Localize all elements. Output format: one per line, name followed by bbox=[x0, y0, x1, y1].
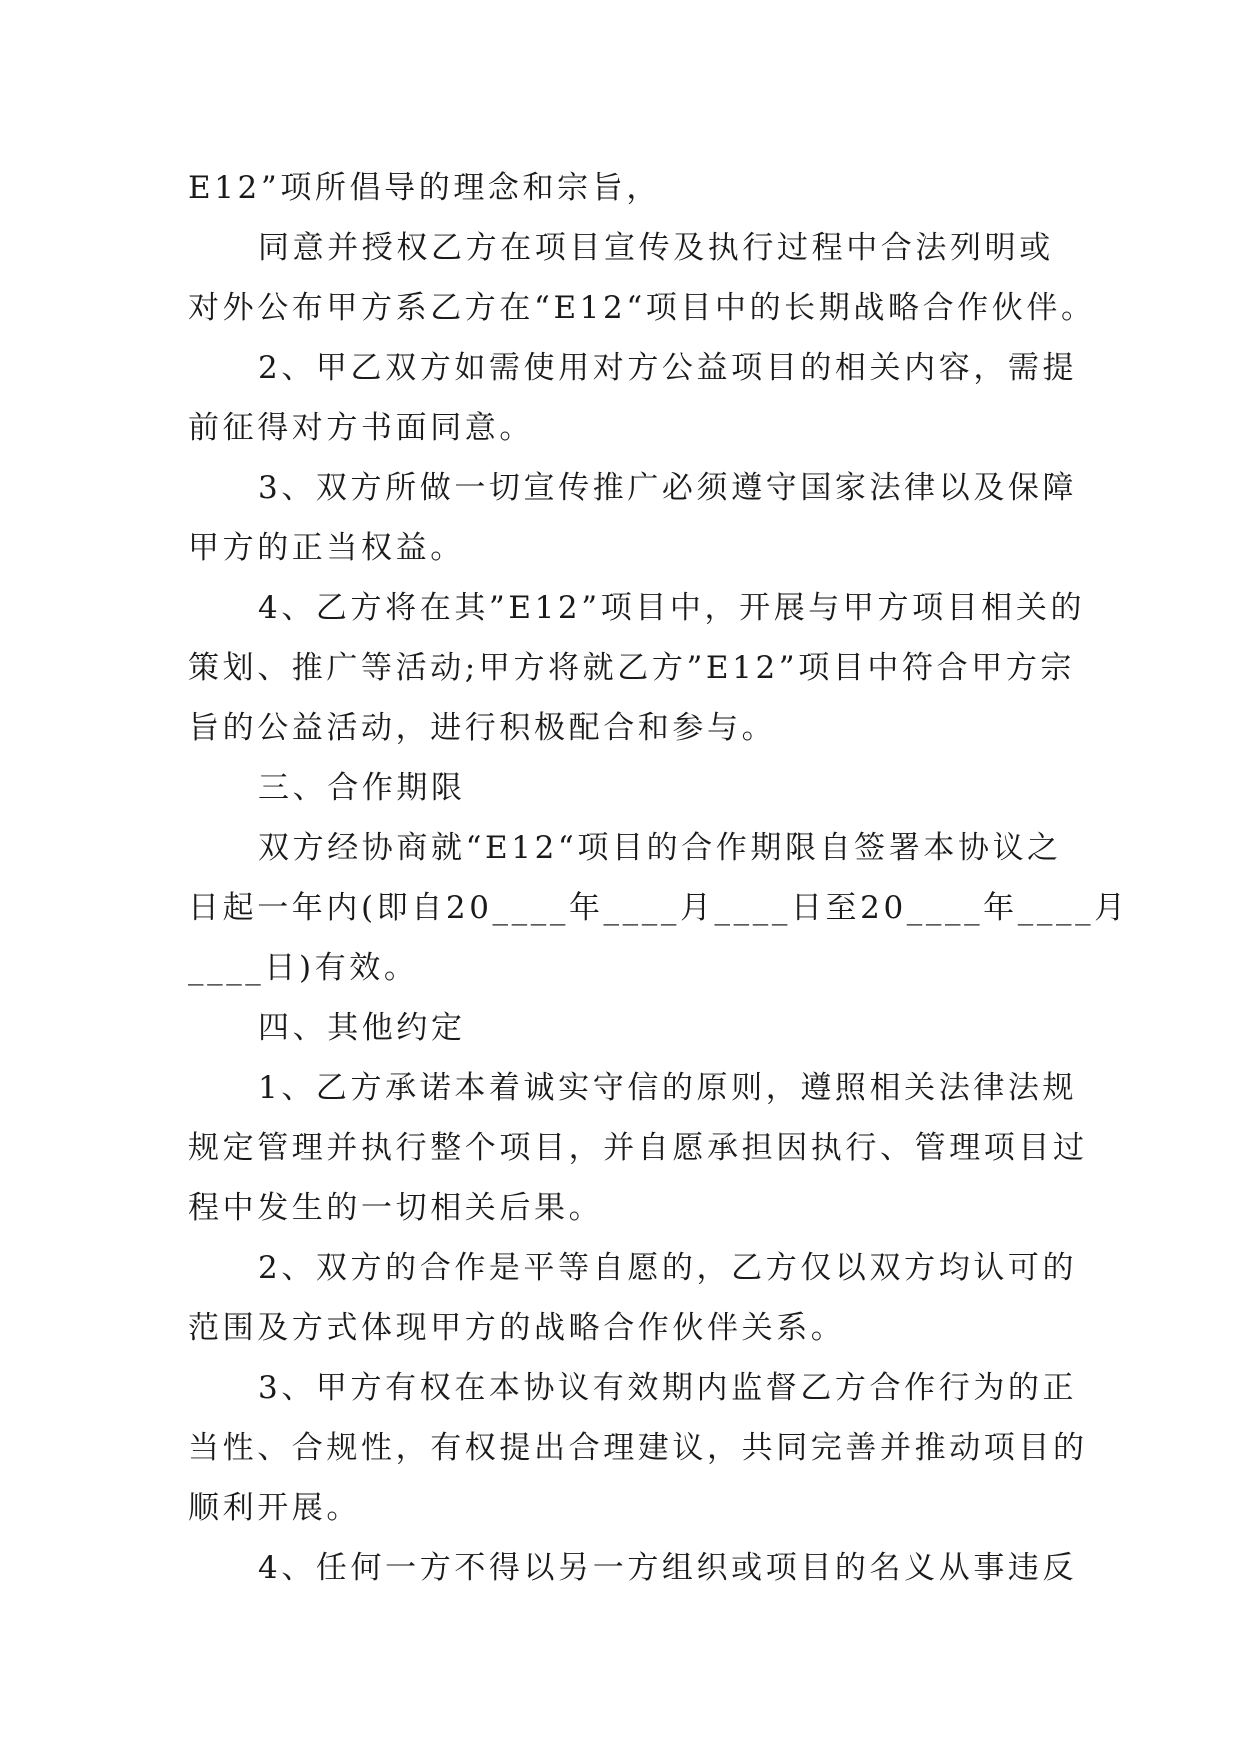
text-line: 前征得对方书面同意。 bbox=[188, 410, 534, 446]
text-line: 2、双方的合作是平等自愿的，乙方仅以双方均认可的 bbox=[258, 1250, 1078, 1286]
text-line: 甲方的正当权益。 bbox=[188, 530, 465, 566]
text-line: 3、甲方有权在本协议有效期内监督乙方合作行为的正 bbox=[258, 1370, 1078, 1406]
text-line: 4、任何一方不得以另一方组织或项目的名义从事违反 bbox=[258, 1550, 1078, 1586]
text-line: 旨的公益活动，进行积极配合和参与。 bbox=[188, 710, 777, 746]
text-line: 程中发生的一切相关后果。 bbox=[188, 1190, 604, 1226]
text-line: 日起一年内(即自20____年____月____日至20____年____月 bbox=[188, 890, 1129, 926]
section-heading: 四、其他约定 bbox=[258, 1010, 466, 1046]
text-line: 策划、推广等活动;甲方将就乙方”E12”项目中符合甲方宗 bbox=[188, 650, 1076, 686]
text-line: 规定管理并执行整个项目，并自愿承担因执行、管理项目过 bbox=[188, 1130, 1088, 1166]
text-line: ____日)有效。 bbox=[188, 950, 419, 986]
text-line: 2、甲乙双方如需使用对方公益项目的相关内容，需提 bbox=[258, 350, 1078, 386]
text-line: 1、乙方承诺本着诚实守信的原则，遵照相关法律法规 bbox=[258, 1070, 1078, 1106]
text-line: 范围及方式体现甲方的战略合作伙伴关系。 bbox=[188, 1310, 846, 1346]
text-line: 双方经协商就“E12“项目的合作期限自签署本协议之 bbox=[258, 830, 1062, 866]
text-line: 3、双方所做一切宣传推广必须遵守国家法律以及保障 bbox=[258, 470, 1078, 506]
text-line: 4、乙方将在其”E12”项目中，开展与甲方项目相关的 bbox=[258, 590, 1086, 626]
section-heading: 三、合作期限 bbox=[258, 770, 466, 806]
text-line: 顺利开展。 bbox=[188, 1490, 361, 1526]
text-line: 对外公布甲方系乙方在“E12“项目中的长期战略合作伙伴。 bbox=[188, 290, 1096, 326]
text-line: 当性、合规性，有权提出合理建议，共同完善并推动项目的 bbox=[188, 1430, 1088, 1466]
text-line: 同意并授权乙方在项目宣传及执行过程中合法列明或 bbox=[258, 230, 1054, 266]
text-line: E12”项所倡导的理念和宗旨， bbox=[188, 170, 661, 206]
